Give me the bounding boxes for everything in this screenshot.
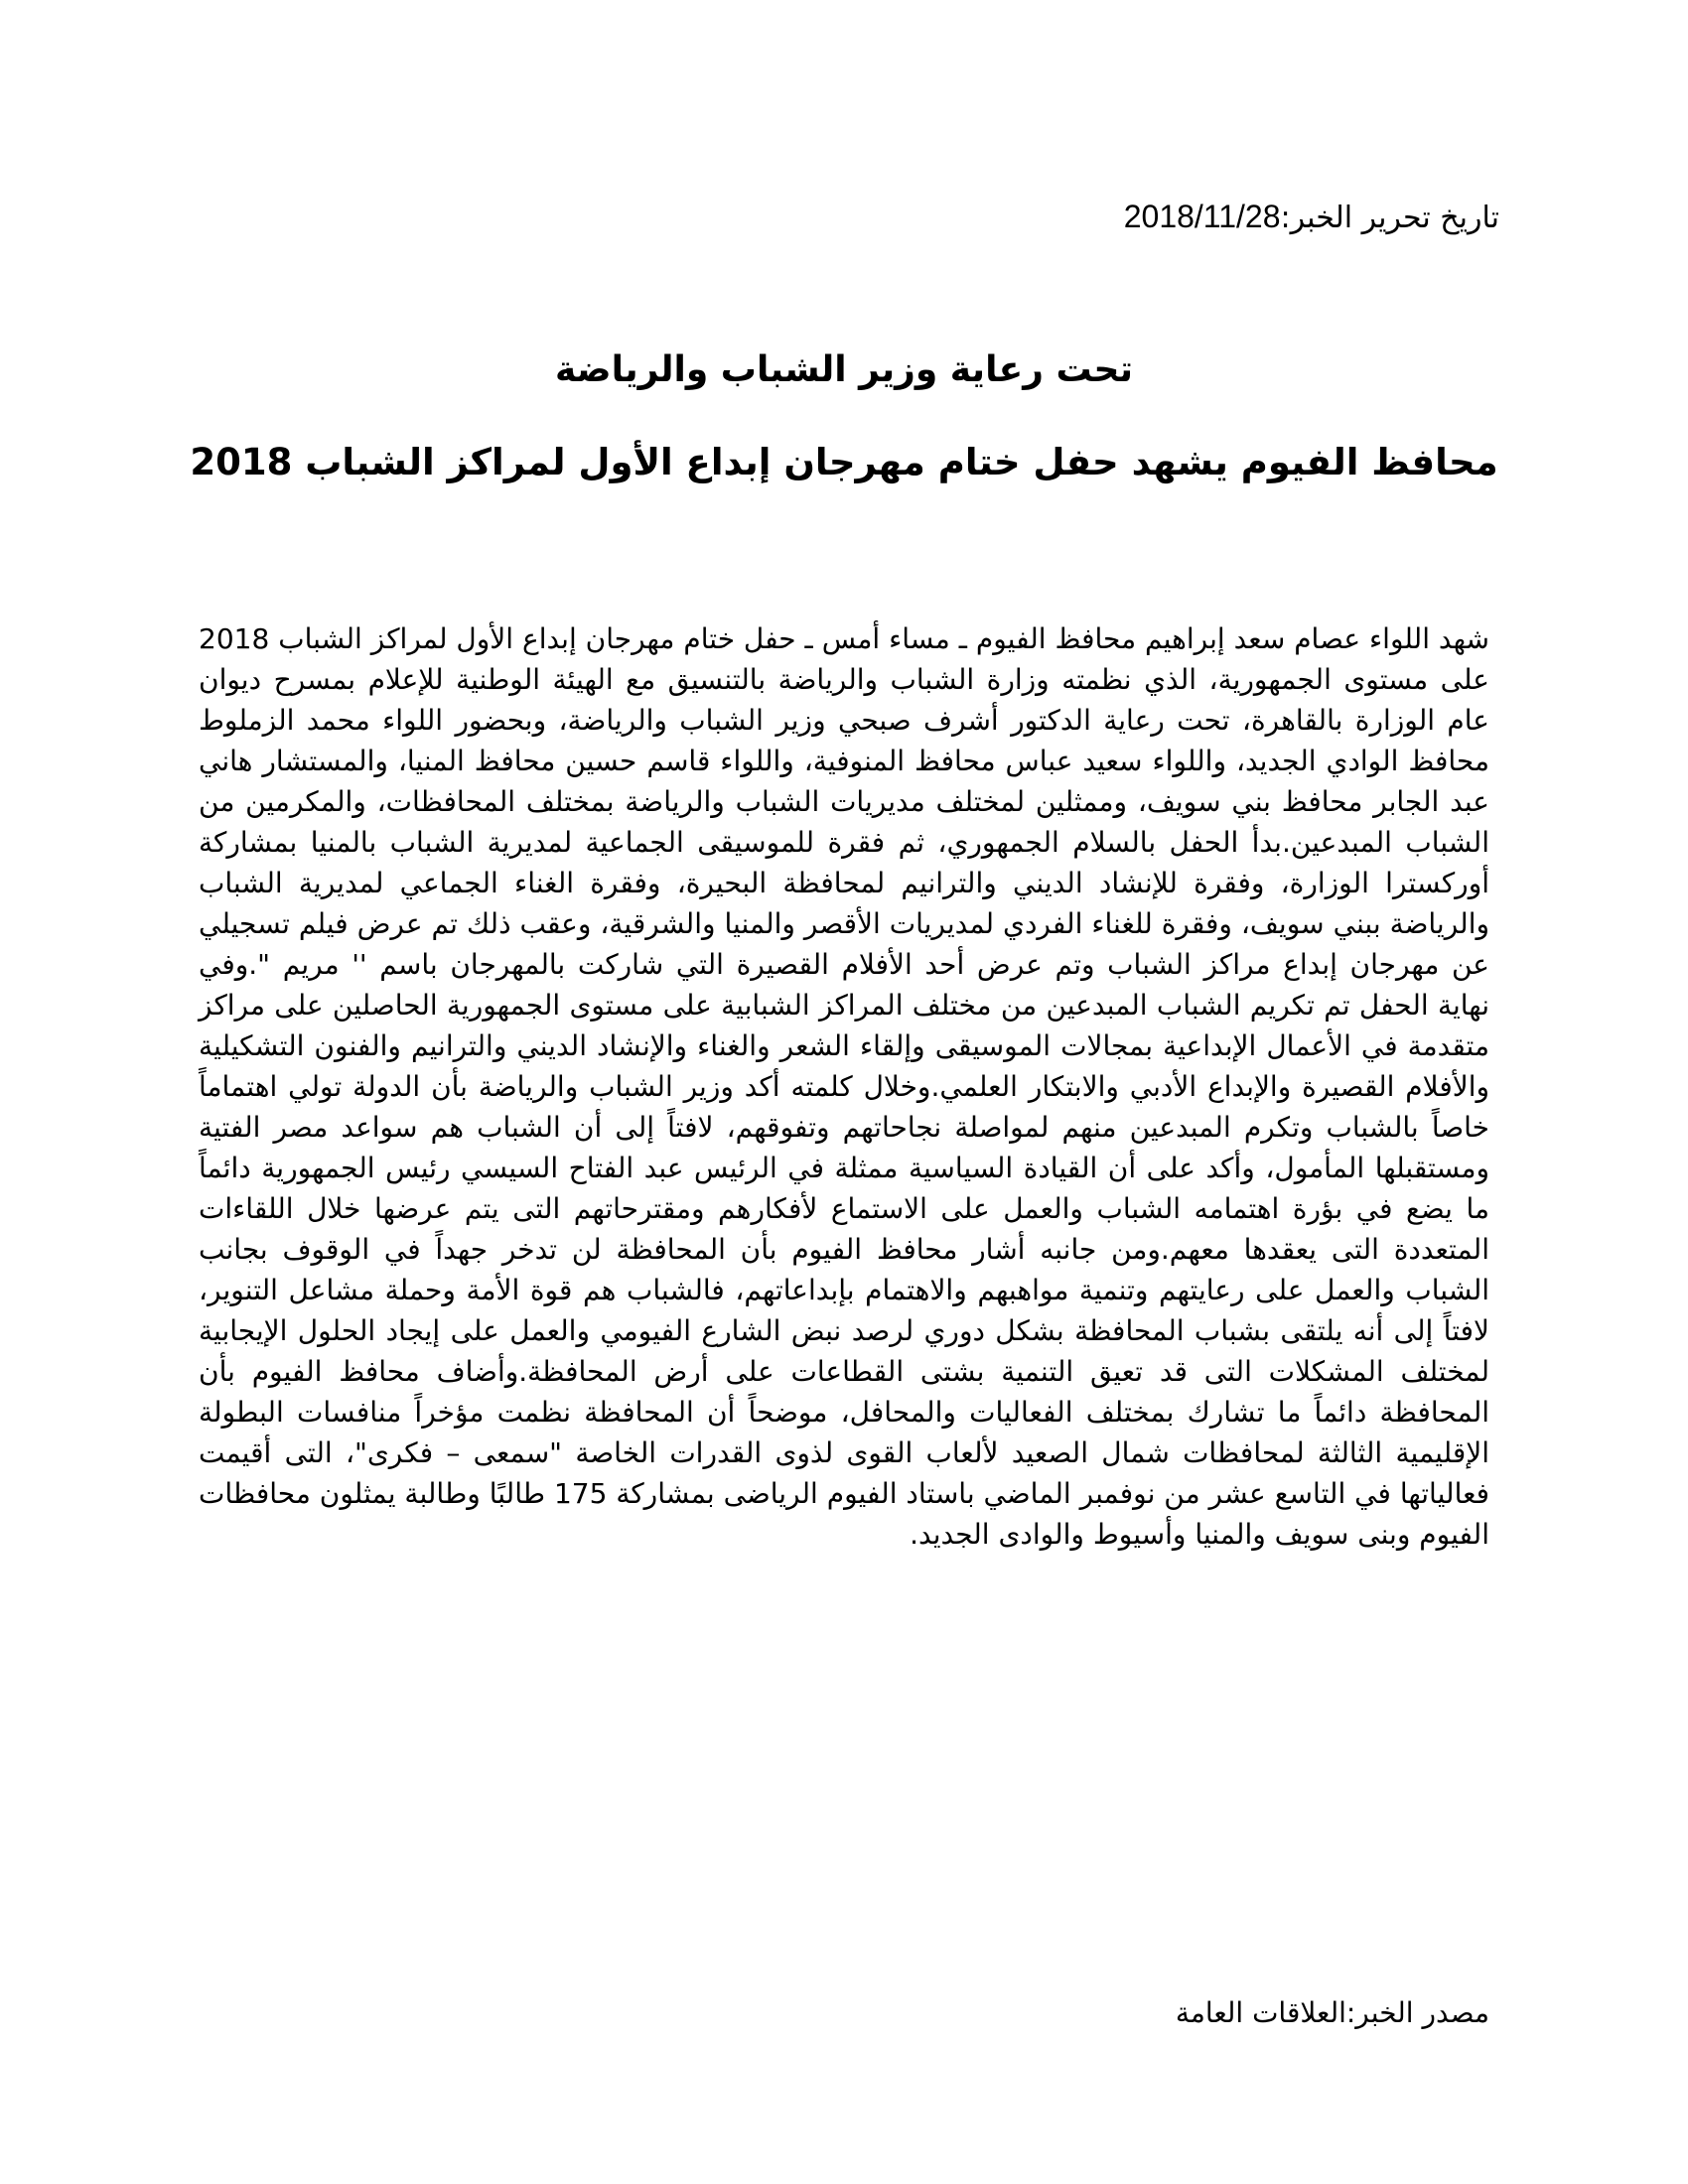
news-source-line: مصدر الخبر:العلاقات العامة: [1175, 1996, 1489, 2029]
edit-date-line: [606, 197, 1499, 238]
edit-date-label: تاريخ تحرير الخبر:: [1280, 201, 1499, 235]
edit-date-value: 2018/11/28: [1123, 199, 1281, 234]
article-body: شهد اللواء عصام سعد إبراهيم محافظ الفيوم ـ مساء أمس ـ حفل ختام مهرجان إبداع الأول لمراكز الشباب 2018 على مستوى الجمهورية، الذي نظمته وزارة الشباب والرياضة بالتنسيق مع الهيئة الوطنية للإعلام بمسرح ديوان عام الوزارة بالقاهرة، تحت رعاية الدكتور أشرف صبحي وزير الشباب والرياضة، وبحضور اللواء محمد الزملوط محافظ الوادي الجديد، واللواء سعيد عباس محافظ المنوفية، واللواء قاسم حسين محافظ المنيا، والمستشار هاني عبد الجابر محافظ بني سويف، وممثلين لمختلف مديريات الشباب والرياضة بمختلف المحافظات، والمكرمين من الشباب المبدعين.بدأ الحفل بالسلام الجمهوري، ثم فقرة للموسيقى الجماعية لمديرية الشباب بالمنيا بمشاركة أوركسترا الوزارة، وفقرة للإنشاد الديني والترانيم لمحافظة البحيرة، وفقرة الغناء الجماعي لمديرية الشباب والرياضة ببني سويف، وفقرة للغناء الفردي لمديريات الأقصر والمنيا والشرقية، وعقب ذلك تم عرض فيلم تسجيلي عن مهرجان إبداع مراكز الشباب وتم عرض أحد الأفلام القصيرة التي شاركت بالمهرجان باسم '' مريم ".وفي نهاية الحفل تم تكريم الشباب المبدعين من مختلف المراكز الشبابية على مستوى الجمهورية الحاصلين على مراكز متقدمة في الأعمال الإبداعية بمجالات الموسيقى وإلقاء الشعر والغناء والإنشاد الديني والترانيم والفنون التشكيلية والأفلام القصيرة والإبداع الأدبي والابتكار العلمي.وخلال كلمته أكد وزير الشباب والرياضة بأن الدولة تولي اهتماماً خاصاً بالشباب وتكرم المبدعين منهم لمواصلة نجاحاتهم وتفوقهم، لافتاً إلى أن الشباب هم سواعد مصر الفتية ومستقبلها المأمول، وأكد على أن القيادة السياسية ممثلة في الرئيس عبد الفتاح السيسي رئيس الجمهورية دائماً ما يضع في بؤرة اهتمامه الشباب والعمل على الاستماع لأفكارهم ومقترحاتهم التى يتم عرضها خلال اللقاءات المتعددة التى يعقدها معهم.ومن جانبه أشار محافظ الفيوم بأن المحافظة لن تدخر جهداً في الوقوف بجانب الشباب والعمل على رعايتهم وتنمية مواهبهم والاهتمام بإبداعاتهم، فالشباب هم قوة الأمة وحملة مشاعل التنوير، لافتاً إلى أنه يلتقى بشباب المحافظة بشكل دوري لرصد نبض الشارع الفيومي والعمل على إيجاد الحلول الإيجابية لمختلف المشكلات التى قد تعيق التنمية بشتى القطاعات على أرض المحافظة.وأضاف محافظ الفيوم بأن المحافظة دائماً ما تشارك بمختلف الفعاليات والمحافل، موضحاً أن المحافظة نظمت مؤخراً منافسات البطولة الإقليمية الثالثة لمحافظات شمال الصعيد لألعاب القوى لذوى القدرات الخاصة "سمعى – فكرى"، التى أقيمت فعالياتها في التاسع عشر من نوفمبر الماضي باستاد الفيوم الرياضى بمشاركة 175 طالبًا وطالبة يمثلون محافظات الفيوم وبنى سويف والمنيا وأسيوط والوادى الجديد.: [199, 622, 1489, 1551]
article-heading-sponsorship: تحت رعاية وزير الشباب والرياضة: [554, 349, 1134, 390]
article-headline: محافظ الفيوم يشهد حفل ختام مهرجان إبداع الأول لمراكز الشباب 2018: [190, 441, 1498, 483]
